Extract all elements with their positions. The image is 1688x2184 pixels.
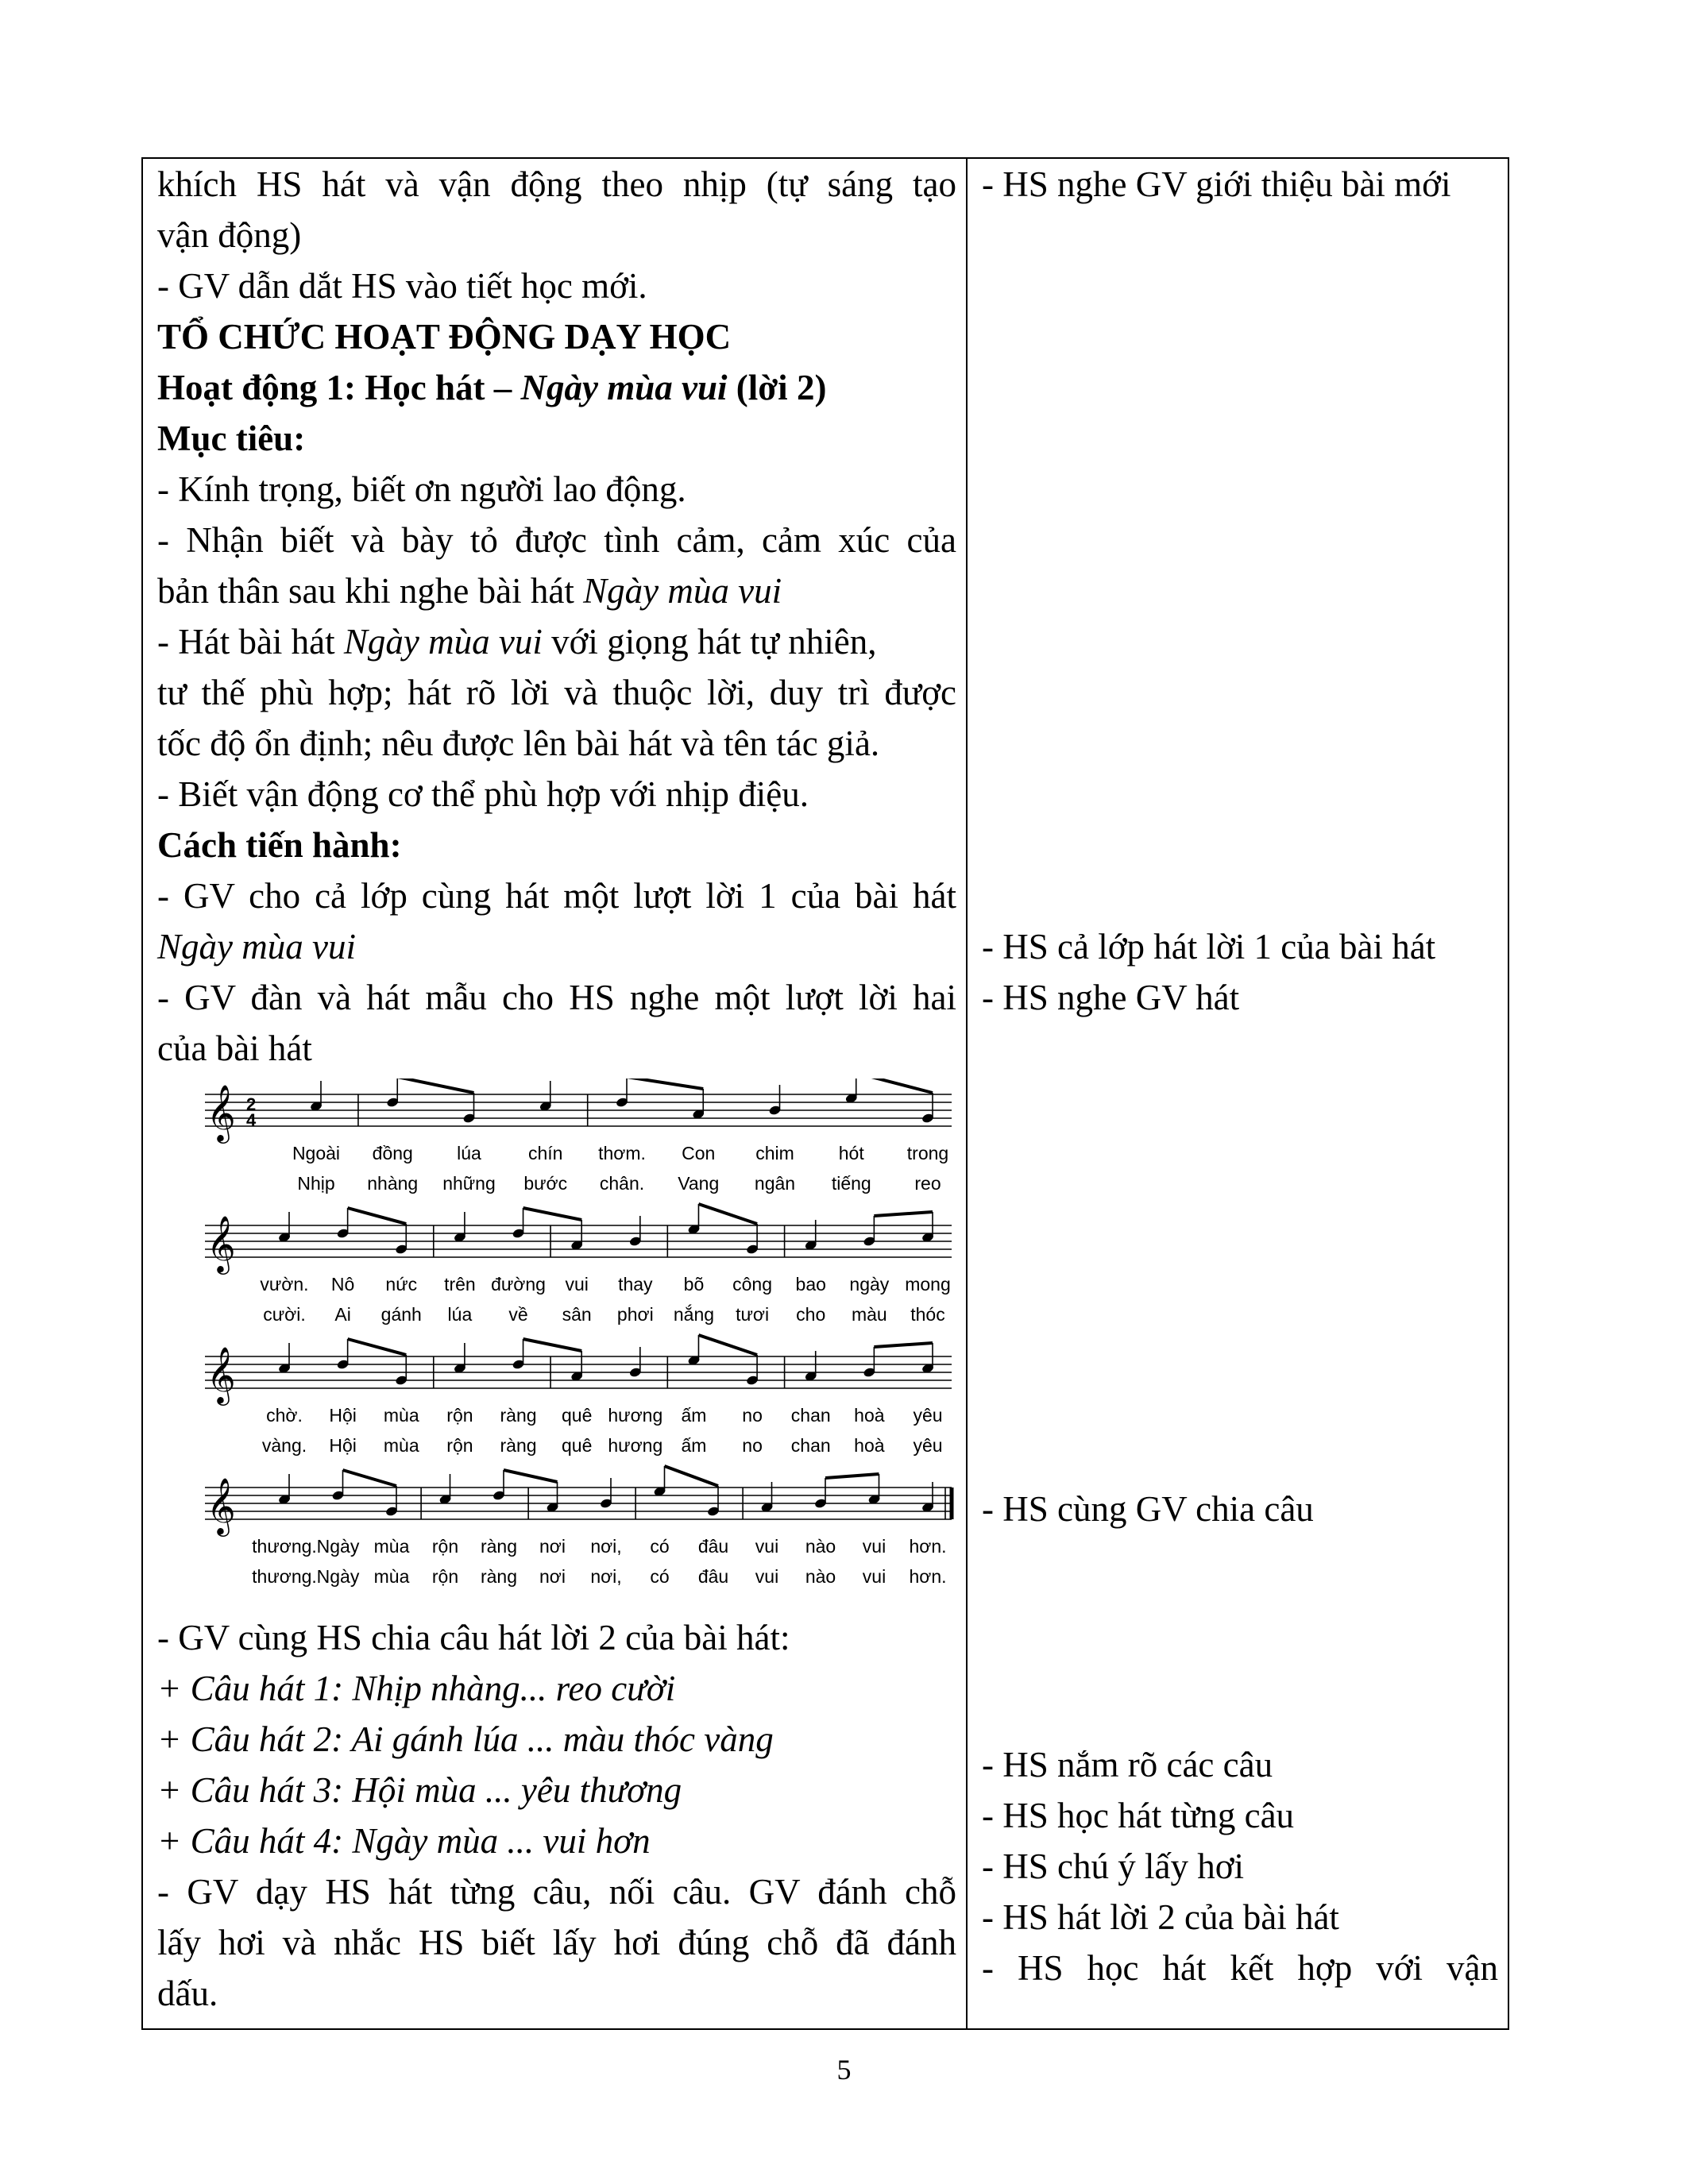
text-line bbox=[157, 616, 956, 667]
lyric-verse-2: hơn. bbox=[909, 1566, 947, 1587]
note-beam bbox=[874, 1343, 933, 1347]
lyric-verse-1: đường bbox=[491, 1274, 546, 1295]
lyric-verse-1: ấm bbox=[681, 1405, 707, 1426]
lesson-table bbox=[141, 157, 1509, 2030]
text-line: - GV dạy HS hát từng câu, nối câu. GV đánh chỗ bbox=[157, 1872, 956, 1912]
time-signature-bottom: 4 bbox=[246, 1110, 257, 1130]
lyric-verse-2: phơi bbox=[616, 1304, 654, 1325]
text-line: lấy hơi và nhắc HS biết lấy hơi đúng chỗ đã đánh bbox=[157, 1923, 956, 1962]
phrase-item: + Câu hát 4: Ngày mùa ... vui hơn bbox=[157, 1821, 651, 1861]
lyric-verse-1: chín bbox=[528, 1143, 563, 1163]
song-title: Ngày mùa vui bbox=[520, 368, 728, 407]
lyric-verse-2: ngân bbox=[754, 1173, 796, 1194]
lyric-verse-1: vui bbox=[755, 1536, 779, 1557]
text-line: - Biết vận động cơ thể phù hợp với nhịp điệu. bbox=[157, 774, 809, 814]
song-title: Ngày mùa vui bbox=[343, 622, 543, 662]
lyric-verse-2: thương. bbox=[252, 1566, 317, 1587]
lyric-verse-1: công bbox=[732, 1274, 773, 1295]
lyric-verse-2: gánh bbox=[380, 1304, 422, 1325]
activity-heading-prefix: Hoạt động 1: Học hát – bbox=[157, 368, 521, 407]
lyric-verse-1: đồng bbox=[372, 1143, 413, 1163]
lyric-verse-2: tươi bbox=[736, 1304, 770, 1325]
lyric-verse-2: đâu bbox=[697, 1566, 729, 1587]
lyric-verse-1: nức bbox=[385, 1274, 418, 1295]
text-line: - Kính trọng, biết ơn người lao động. bbox=[157, 469, 686, 509]
note-beam bbox=[874, 1212, 933, 1216]
lyric-verse-1: lúa bbox=[457, 1143, 481, 1163]
treble-clef-icon: 𝄞 bbox=[207, 1479, 236, 1534]
lyric-verse-2: thóc bbox=[910, 1304, 945, 1325]
lyric-verse-1: hót bbox=[838, 1143, 864, 1163]
lyric-verse-2: tiếng bbox=[831, 1173, 871, 1194]
lyric-verse-2: nơi bbox=[539, 1566, 566, 1587]
lyric-verse-2: vàng. bbox=[261, 1435, 307, 1456]
text-line: vận động) bbox=[157, 215, 302, 255]
text-line: tư thế phù hợp; hát rõ lời và thuộc lời, duy trì được bbox=[157, 673, 956, 712]
lyric-verse-1: bõ bbox=[683, 1274, 705, 1295]
lyric-verse-1: thay bbox=[618, 1274, 653, 1295]
lyric-verse-2: rộn bbox=[446, 1435, 473, 1456]
lyric-verse-2: hương bbox=[608, 1435, 663, 1456]
lyric-verse-2: hoà bbox=[854, 1435, 885, 1456]
student-line: - HS chú ý lấy hơi bbox=[982, 1846, 1245, 1886]
lyric-verse-1: mùa bbox=[373, 1536, 410, 1557]
lyric-verse-1: chan bbox=[790, 1405, 831, 1426]
lyric-verse-2: ấm bbox=[681, 1435, 707, 1456]
text-line: - GV cùng HS chia câu hát lời 2 của bài hát: bbox=[157, 1618, 790, 1657]
note-beam bbox=[825, 1474, 879, 1478]
student-line: - HS học hát kết hợp với vận bbox=[982, 1948, 1498, 1988]
note-beam bbox=[698, 1335, 757, 1355]
time-signature-top: 2 bbox=[246, 1094, 257, 1114]
lyric-verse-1: Ngày bbox=[316, 1536, 360, 1557]
treble-clef-icon: 𝄞 bbox=[207, 1217, 236, 1271]
lyric-verse-2: quê bbox=[561, 1435, 593, 1456]
student-line: - HS hát lời 2 của bài hát bbox=[982, 1897, 1339, 1937]
music-systems bbox=[205, 1078, 952, 1587]
lyric-verse-1: ràng bbox=[480, 1536, 518, 1557]
lyric-verse-2: mùa bbox=[373, 1566, 410, 1587]
lyric-verse-1: Ngoài bbox=[292, 1143, 341, 1163]
lyric-verse-2: chan bbox=[790, 1435, 831, 1456]
lyric-verse-2: lúa bbox=[447, 1304, 473, 1325]
lyric-verse-1: mùa bbox=[383, 1405, 419, 1426]
phrase-item: + Câu hát 3: Hội mùa ... yêu thương bbox=[157, 1770, 682, 1810]
text-line: - GV đàn và hát mẫu cho HS nghe một lượt lời hai bbox=[157, 978, 956, 1017]
lyric-verse-1: vui bbox=[565, 1274, 589, 1295]
text-line: - GV cho cả lớp cùng hát một lượt lời 1 của bài hát bbox=[157, 876, 956, 916]
lyric-verse-1: nơi bbox=[539, 1536, 566, 1557]
student-line: - HS nắm rõ các câu bbox=[982, 1745, 1273, 1785]
lyric-verse-2: nắng bbox=[673, 1304, 715, 1325]
lyric-verse-1: ngày bbox=[849, 1274, 890, 1295]
lyric-verse-1: bao bbox=[795, 1274, 826, 1295]
objectives-heading: Mục tiêu: bbox=[157, 419, 306, 458]
lyric-verse-2: nhàng bbox=[367, 1173, 419, 1194]
phrase-item: + Câu hát 2: Ai gánh lúa ... màu thóc vàng bbox=[157, 1719, 774, 1759]
lyric-verse-1: yêu bbox=[913, 1405, 943, 1426]
lyric-verse-2: bước bbox=[523, 1173, 568, 1194]
song-title: Ngày mùa vui bbox=[157, 927, 356, 967]
lyric-verse-2: no bbox=[742, 1435, 763, 1456]
note-beam bbox=[665, 1466, 719, 1486]
lyric-verse-2: chân. bbox=[599, 1173, 645, 1194]
lyric-verse-2: mùa bbox=[383, 1435, 419, 1456]
lyric-verse-1: đâu bbox=[697, 1536, 729, 1557]
lyric-verse-1: mong bbox=[905, 1274, 951, 1295]
lyric-verse-1: nào bbox=[805, 1536, 836, 1557]
section-heading: TỔ CHỨC HOẠT ĐỘNG DẠY HỌC bbox=[157, 317, 732, 357]
lyric-verse-2: Ngày bbox=[316, 1566, 360, 1587]
lyric-verse-2: có bbox=[650, 1566, 670, 1587]
lyric-verse-2: Hội bbox=[329, 1435, 357, 1456]
lyric-verse-1: hương bbox=[608, 1405, 663, 1426]
student-line: - HS cùng GV chia câu bbox=[982, 1489, 1314, 1529]
lyric-verse-2: rộn bbox=[431, 1566, 459, 1587]
lyric-verse-1: rộn bbox=[431, 1536, 459, 1557]
lyric-verse-1: chờ. bbox=[266, 1405, 303, 1426]
lyric-verse-2: reo bbox=[914, 1173, 941, 1194]
sheet-music bbox=[197, 1078, 960, 1603]
text-line: khích HS hát và vận động theo nhịp (tự sáng tạo bbox=[157, 164, 956, 204]
lyric-verse-2: nơi, bbox=[590, 1566, 622, 1587]
lyric-verse-1: rộn bbox=[446, 1405, 473, 1426]
lyric-verse-2: sân bbox=[562, 1304, 592, 1325]
lyric-verse-1: ràng bbox=[500, 1405, 537, 1426]
lyric-verse-1: thương. bbox=[252, 1536, 317, 1557]
lyric-verse-1: Nô bbox=[330, 1274, 355, 1295]
activity-heading-suffix: (lời 2) bbox=[727, 368, 827, 407]
lyric-verse-2: yêu bbox=[913, 1435, 943, 1456]
lyric-verse-1: trên bbox=[444, 1274, 476, 1295]
note-beam bbox=[523, 1339, 582, 1351]
note-beam bbox=[856, 1078, 933, 1093]
lyric-verse-2: nào bbox=[805, 1566, 836, 1587]
column-divider bbox=[966, 159, 968, 2028]
text-segment: với giọng hát tự nhiên, bbox=[542, 622, 877, 662]
note-beam bbox=[397, 1078, 473, 1093]
activity-heading bbox=[157, 362, 826, 413]
text-line: của bài hát bbox=[157, 1028, 312, 1068]
phrase-item: + Câu hát 1: Nhịp nhàng... reo cười bbox=[157, 1669, 676, 1708]
text-segment bbox=[157, 616, 877, 667]
lyric-verse-1: hơn. bbox=[909, 1536, 947, 1557]
text-segment: bản thân sau khi nghe bài hát bbox=[157, 571, 584, 611]
text-segment: - Hát bài hát bbox=[157, 622, 344, 662]
lyric-verse-1: quê bbox=[561, 1405, 593, 1426]
lyric-verse-1: thơm. bbox=[598, 1143, 646, 1163]
lyric-verse-2: những bbox=[442, 1173, 496, 1194]
lyric-verse-2: về bbox=[508, 1304, 528, 1325]
note-beam bbox=[627, 1078, 703, 1089]
note-beam bbox=[343, 1470, 397, 1486]
text-line: - GV dẫn dắt HS vào tiết học mới. bbox=[157, 266, 647, 306]
song-title: Ngày mùa vui bbox=[583, 571, 782, 611]
note-beam bbox=[698, 1204, 757, 1224]
student-line: - HS nghe GV giới thiệu bài mới bbox=[982, 164, 1451, 204]
note-beam bbox=[348, 1208, 407, 1224]
lyric-verse-2: cho bbox=[796, 1304, 826, 1325]
text-line: - Nhận biết và bày tỏ được tình cảm, cảm xúc của bbox=[157, 520, 956, 560]
lyric-verse-2: ràng bbox=[500, 1435, 537, 1456]
student-line: - HS nghe GV hát bbox=[982, 978, 1240, 1017]
lyric-verse-1: nơi, bbox=[590, 1536, 622, 1557]
lyric-verse-1: Con bbox=[682, 1143, 716, 1163]
lyric-verse-2: màu bbox=[851, 1304, 887, 1325]
lyric-verse-1: chim bbox=[755, 1143, 794, 1163]
lyric-verse-2: ràng bbox=[480, 1566, 518, 1587]
lyric-verse-2: Ai bbox=[334, 1304, 351, 1325]
procedure-heading: Cách tiến hành: bbox=[157, 825, 402, 865]
lyric-verse-1: vườn. bbox=[260, 1274, 309, 1295]
lyric-verse-1: vui bbox=[862, 1536, 886, 1557]
lyric-verse-2: Nhịp bbox=[297, 1173, 335, 1194]
lyric-verse-2: vui bbox=[755, 1566, 779, 1587]
text-line: dấu. bbox=[157, 1974, 218, 2013]
text-line bbox=[157, 565, 782, 616]
text-line: tốc độ ổn định; nêu được lên bài hát và tên tác giả. bbox=[157, 723, 880, 763]
note-beam bbox=[523, 1208, 582, 1220]
student-line: - HS cả lớp hát lời 1 của bài hát bbox=[982, 927, 1436, 967]
note-beam bbox=[504, 1470, 558, 1482]
lyric-verse-1: hoà bbox=[854, 1405, 885, 1426]
student-line: - HS học hát từng câu bbox=[982, 1796, 1295, 1835]
note-beam bbox=[348, 1339, 407, 1355]
lyric-verse-1: no bbox=[742, 1405, 763, 1426]
treble-clef-icon: 𝄞 bbox=[207, 1348, 236, 1403]
lyric-verse-1: trong bbox=[906, 1143, 949, 1163]
lyric-verse-2: Vang bbox=[678, 1173, 720, 1194]
page-number: 5 bbox=[836, 2054, 852, 2086]
lyric-verse-2: cười. bbox=[263, 1304, 306, 1325]
lyric-verse-2: vui bbox=[862, 1566, 886, 1587]
lyric-verse-1: có bbox=[650, 1536, 670, 1557]
treble-clef-icon: 𝄞 bbox=[207, 1086, 236, 1140]
lyric-verse-1: Hội bbox=[329, 1405, 357, 1426]
